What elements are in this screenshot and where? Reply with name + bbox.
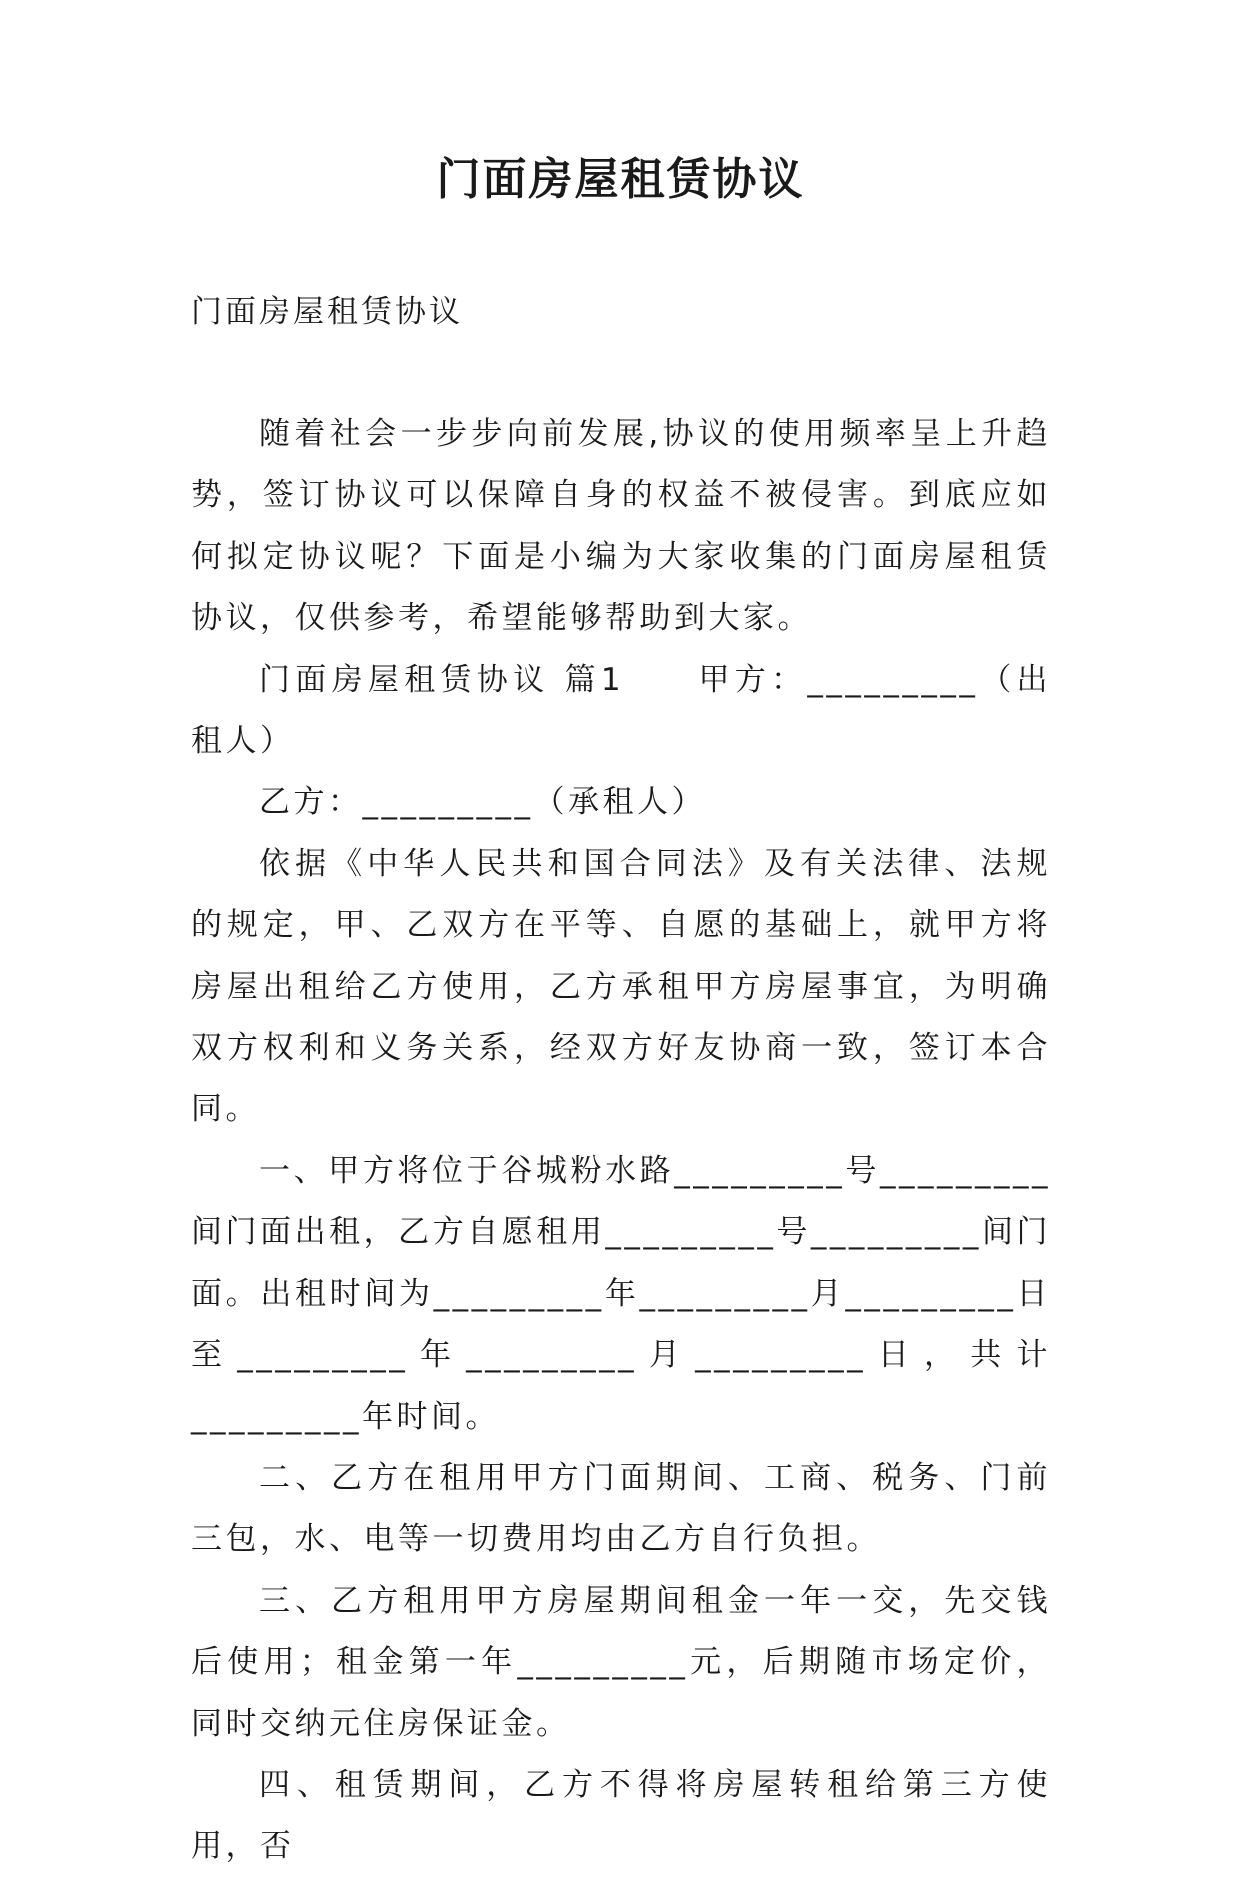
document-subtitle: 门面房屋租赁协议 xyxy=(191,294,463,330)
paragraph-clause-3: 三、乙方租用甲方房屋期间租金一年一交，先交钱后使用；租金第一年_________元，后期随市场定价，同时交纳元住房保证金。 xyxy=(191,1582,1051,1742)
paragraph-clause-1: 一、甲方将位于谷城粉水路_________号_________间门面出租，乙方自愿租用_________号_________间门面。出租时间为_________年_________月_________日至_________年_________月_________日，共计_________年时间。 xyxy=(191,1152,1051,1435)
paragraph-preamble: 依据《中华人民共和国合同法》及有关法律、法规的规定，甲、乙双方在平等、自愿的基础上，就甲方将房屋出租给乙方使用，乙方承租甲方房屋事宜，为明确双方权利和义务关系，经双方好友协商一致，签订本合同。 xyxy=(191,845,1051,1128)
paragraph-party-a: 门面房屋租赁协议 篇1 甲方：_________（出租人） xyxy=(191,661,1051,760)
document-body xyxy=(191,404,1051,1878)
document-title: 门面房屋租赁协议 xyxy=(436,154,805,205)
paragraph-intro: 随着社会一步步向前发展,协议的使用频率呈上升趋势，签订协议可以保障自身的权益不被侵害。到底应如何拟定协议呢？下面是小编为大家收集的门面房屋租赁协议，仅供参考，希望能够帮助到大家。 xyxy=(191,416,1051,637)
paragraph-clause-2: 二、乙方在租用甲方门面期间、工商、税务、门前三包，水、电等一切费用均由乙方自行负担。 xyxy=(191,1459,1051,1558)
paragraph-party-b: 乙方：_________（承租人） xyxy=(259,784,706,821)
paragraph-clause-4: 四、租赁期间，乙方不得将房屋转租给第三方使用，否 xyxy=(191,1766,1051,1865)
